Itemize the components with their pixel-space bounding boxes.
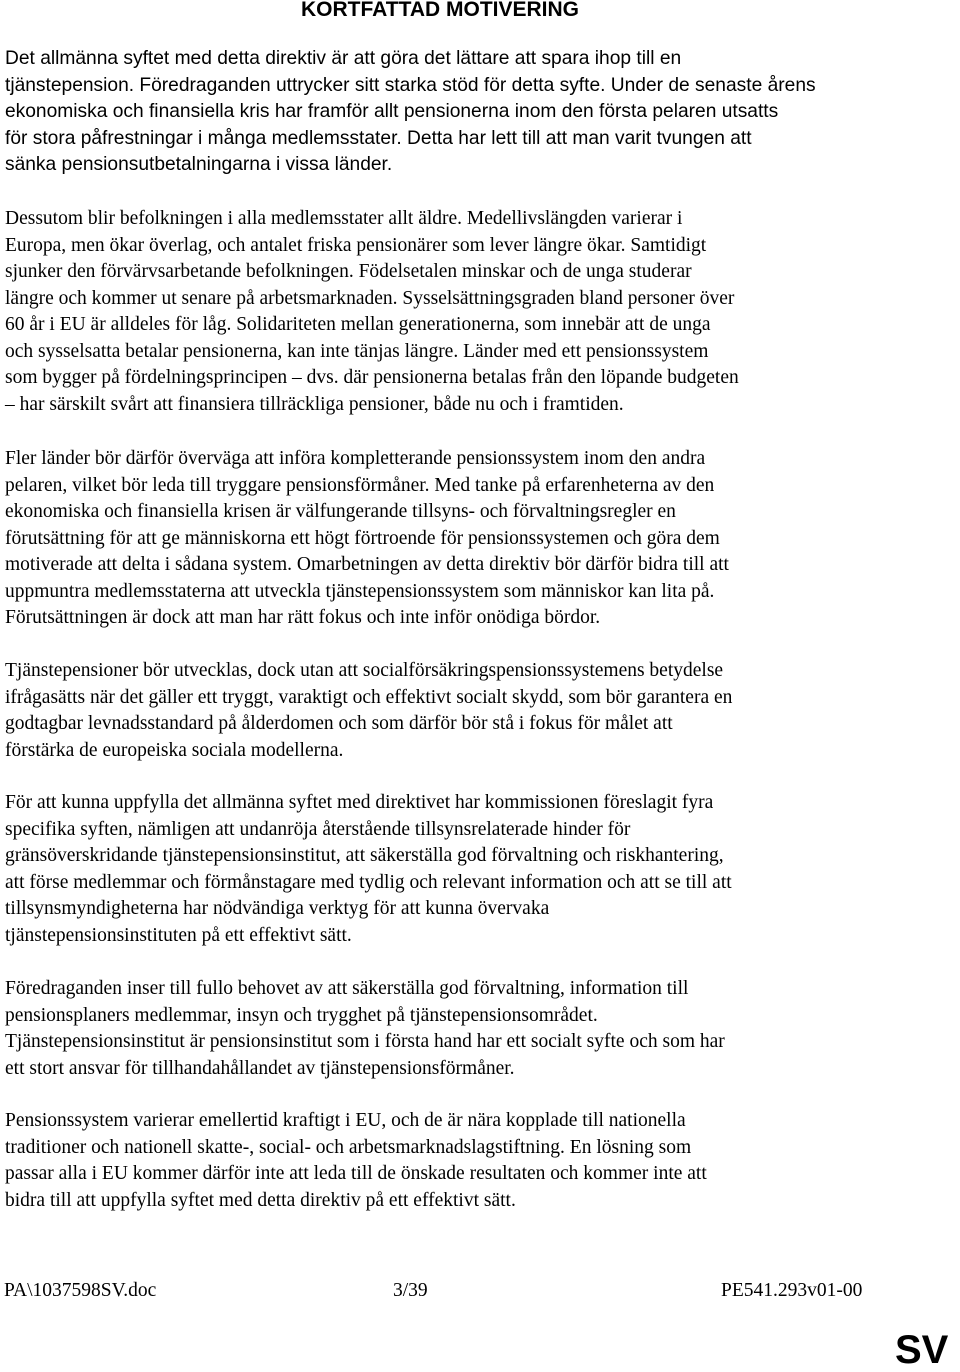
paragraph-line: Europa, men ökar överlag, och antalet friska pensionärer som lever längre ökar. Samtidigt	[5, 234, 707, 256]
paragraph-line: pensionsplaners medlemmar, insyn och trygghet på tjänstepensionsområdet.	[5, 1004, 598, 1026]
paragraph-line: bidra till att uppfylla syftet med detta direktiv på ett effektivt sätt.	[5, 1189, 516, 1211]
paragraph-line: att förse medlemmar och förmånstagare med tydlig och relevant information och att se till att	[5, 871, 732, 893]
paragraph	[5, 976, 885, 1082]
paragraph-line: godtagbar levnadsstandard på ålderdomen och som därför bör stå i fokus för målet att	[5, 713, 673, 734]
paragraph	[5, 658, 885, 764]
paragraph-line: ekonomiska och finansiella kris har framför allt pensionerna inom den första pelaren utsatts	[5, 101, 779, 122]
footer-page-number: 3/39	[393, 1280, 428, 1301]
paragraph-line: specifika syften, nämligen att undanröja återstående tillsynsrelaterade hinder för	[5, 818, 631, 840]
paragraph-line: passar alla i EU kommer därför inte att leda till de önskade resultaten och kommer inte att	[5, 1163, 707, 1184]
paragraph	[5, 46, 885, 179]
paragraph-line: och sysselsatta betalar pensionerna, kan inte tänjas längre. Länder med ett pensionssystem	[5, 340, 709, 362]
paragraph-line: sänka pensionsutbetalningarna i vissa länder.	[5, 154, 393, 175]
paragraph-line: gränsöverskridande tjänstepensionsinstitut, att säkerställa god förvaltning och riskhantering,	[5, 845, 724, 866]
paragraph-line: 60 år i EU är alldeles för låg. Solidariteten mellan generationerna, som innebär att de unga	[5, 314, 711, 335]
paragraph-line: Fler länder bör därför överväga att införa kompletterande pensionssystem inom den andra	[5, 448, 706, 469]
paragraph-line: Tjänstepensioner bör utvecklas, dock utan att socialförsäkringspensionssystemens betydelse	[5, 660, 724, 681]
paragraph-line: motiverade att delta i sådana system. Omarbetningen av detta direktiv bör därför bidra till att	[5, 554, 729, 575]
paragraph-line: förstärka de europeiska sociala modellerna.	[5, 739, 344, 761]
paragraph-line: ifrågasätts när det gäller ett tryggt, varaktigt och effektivt socialt skydd, som bör garantera en	[5, 686, 733, 708]
paragraph	[5, 446, 885, 632]
paragraph-line: traditioner och nationell skatte-, social- och arbetsmarknadslagstiftning. En lösning som	[5, 1136, 692, 1158]
paragraph-line: – har särskilt svårt att finansiera tillräckliga pensioner, både nu och i framtiden.	[5, 393, 624, 415]
paragraph	[5, 790, 885, 949]
paragraph-line: som bygger på fördelningsprincipen – dvs. där pensionerna betalas från den löpande budgeten	[5, 367, 739, 388]
paragraph-line: ekonomiska och finansiella krisen är välfungerande tillsyns- och förvaltningsregler en	[5, 501, 676, 522]
paragraph-line: uppmuntra medlemsstaterna att utveckla tjänstepensionssystem som människor kan lita på.	[5, 580, 715, 602]
paragraph-line: Pensionssystem varierar emellertid kraftigt i EU, och de är nära kopplade till nationella	[5, 1110, 686, 1131]
paragraph-line: längre och kommer ut senare på arbetsmarknaden. Sysselsättningsgraden bland personer över	[5, 287, 735, 309]
paragraph-line: tjänstepensionsinstituten på ett effektivt sätt.	[5, 924, 352, 946]
paragraph	[5, 1108, 885, 1214]
paragraph-line: Tjänstepensionsinstitut är pensionsinstitut som i första hand har ett socialt syfte och som har	[5, 1031, 725, 1052]
footer-doc-ref: PA\1037598SV.doc	[4, 1280, 157, 1301]
section-heading: KORTFATTAD MOTIVERING	[300, 0, 580, 21]
paragraph	[5, 206, 885, 418]
paragraph-line: tillsynsmyndigheterna har nödvändiga verktyg för att kunna övervaka	[5, 898, 550, 919]
paragraph-line: ett stort ansvar för tillhandahållandet av tjänstepensionsförmåner.	[5, 1057, 515, 1079]
paragraph-line: för stora påfrestningar i många medlemsstater. Detta har lett till att man varit tvungen att	[5, 127, 752, 149]
paragraph-line: tjänstepension. Föredraganden uttrycker sitt starka stöd för detta syfte. Under de senaste årens	[5, 74, 816, 96]
language-tag: SV	[895, 1328, 949, 1372]
paragraph-line: Föredraganden inser till fullo behovet av att säkerställa god förvaltning, information till	[5, 978, 689, 999]
footer-pe-ref: PE541.293v01-00	[721, 1280, 863, 1301]
paragraph-line: pelaren, vilket bör leda till tryggare pensionsförmåner. Med tanke på erfarenheterna av den	[5, 474, 715, 496]
paragraph-line: För att kunna uppfylla det allmänna syftet med direktivet har kommissionen föreslagit fyra	[5, 792, 714, 813]
paragraph-line: sjunker den förvärvsarbetande befolkningen. Födelsetalen minskar och de unga studerar	[5, 261, 692, 282]
paragraph-line: förutsättning för att ge människorna ett högt förtroende för pensionssystemen och göra dem	[5, 527, 720, 549]
paragraph-line: Dessutom blir befolkningen i alla medlemsstater allt äldre. Medellivslängden varierar i	[5, 208, 683, 229]
paragraph-line: Förutsättningen är dock att man har rätt fokus och inte inför onödiga bördor.	[5, 607, 601, 628]
paragraph-line: Det allmänna syftet med detta direktiv är att göra det lättare att spara ihop till en	[5, 48, 682, 69]
